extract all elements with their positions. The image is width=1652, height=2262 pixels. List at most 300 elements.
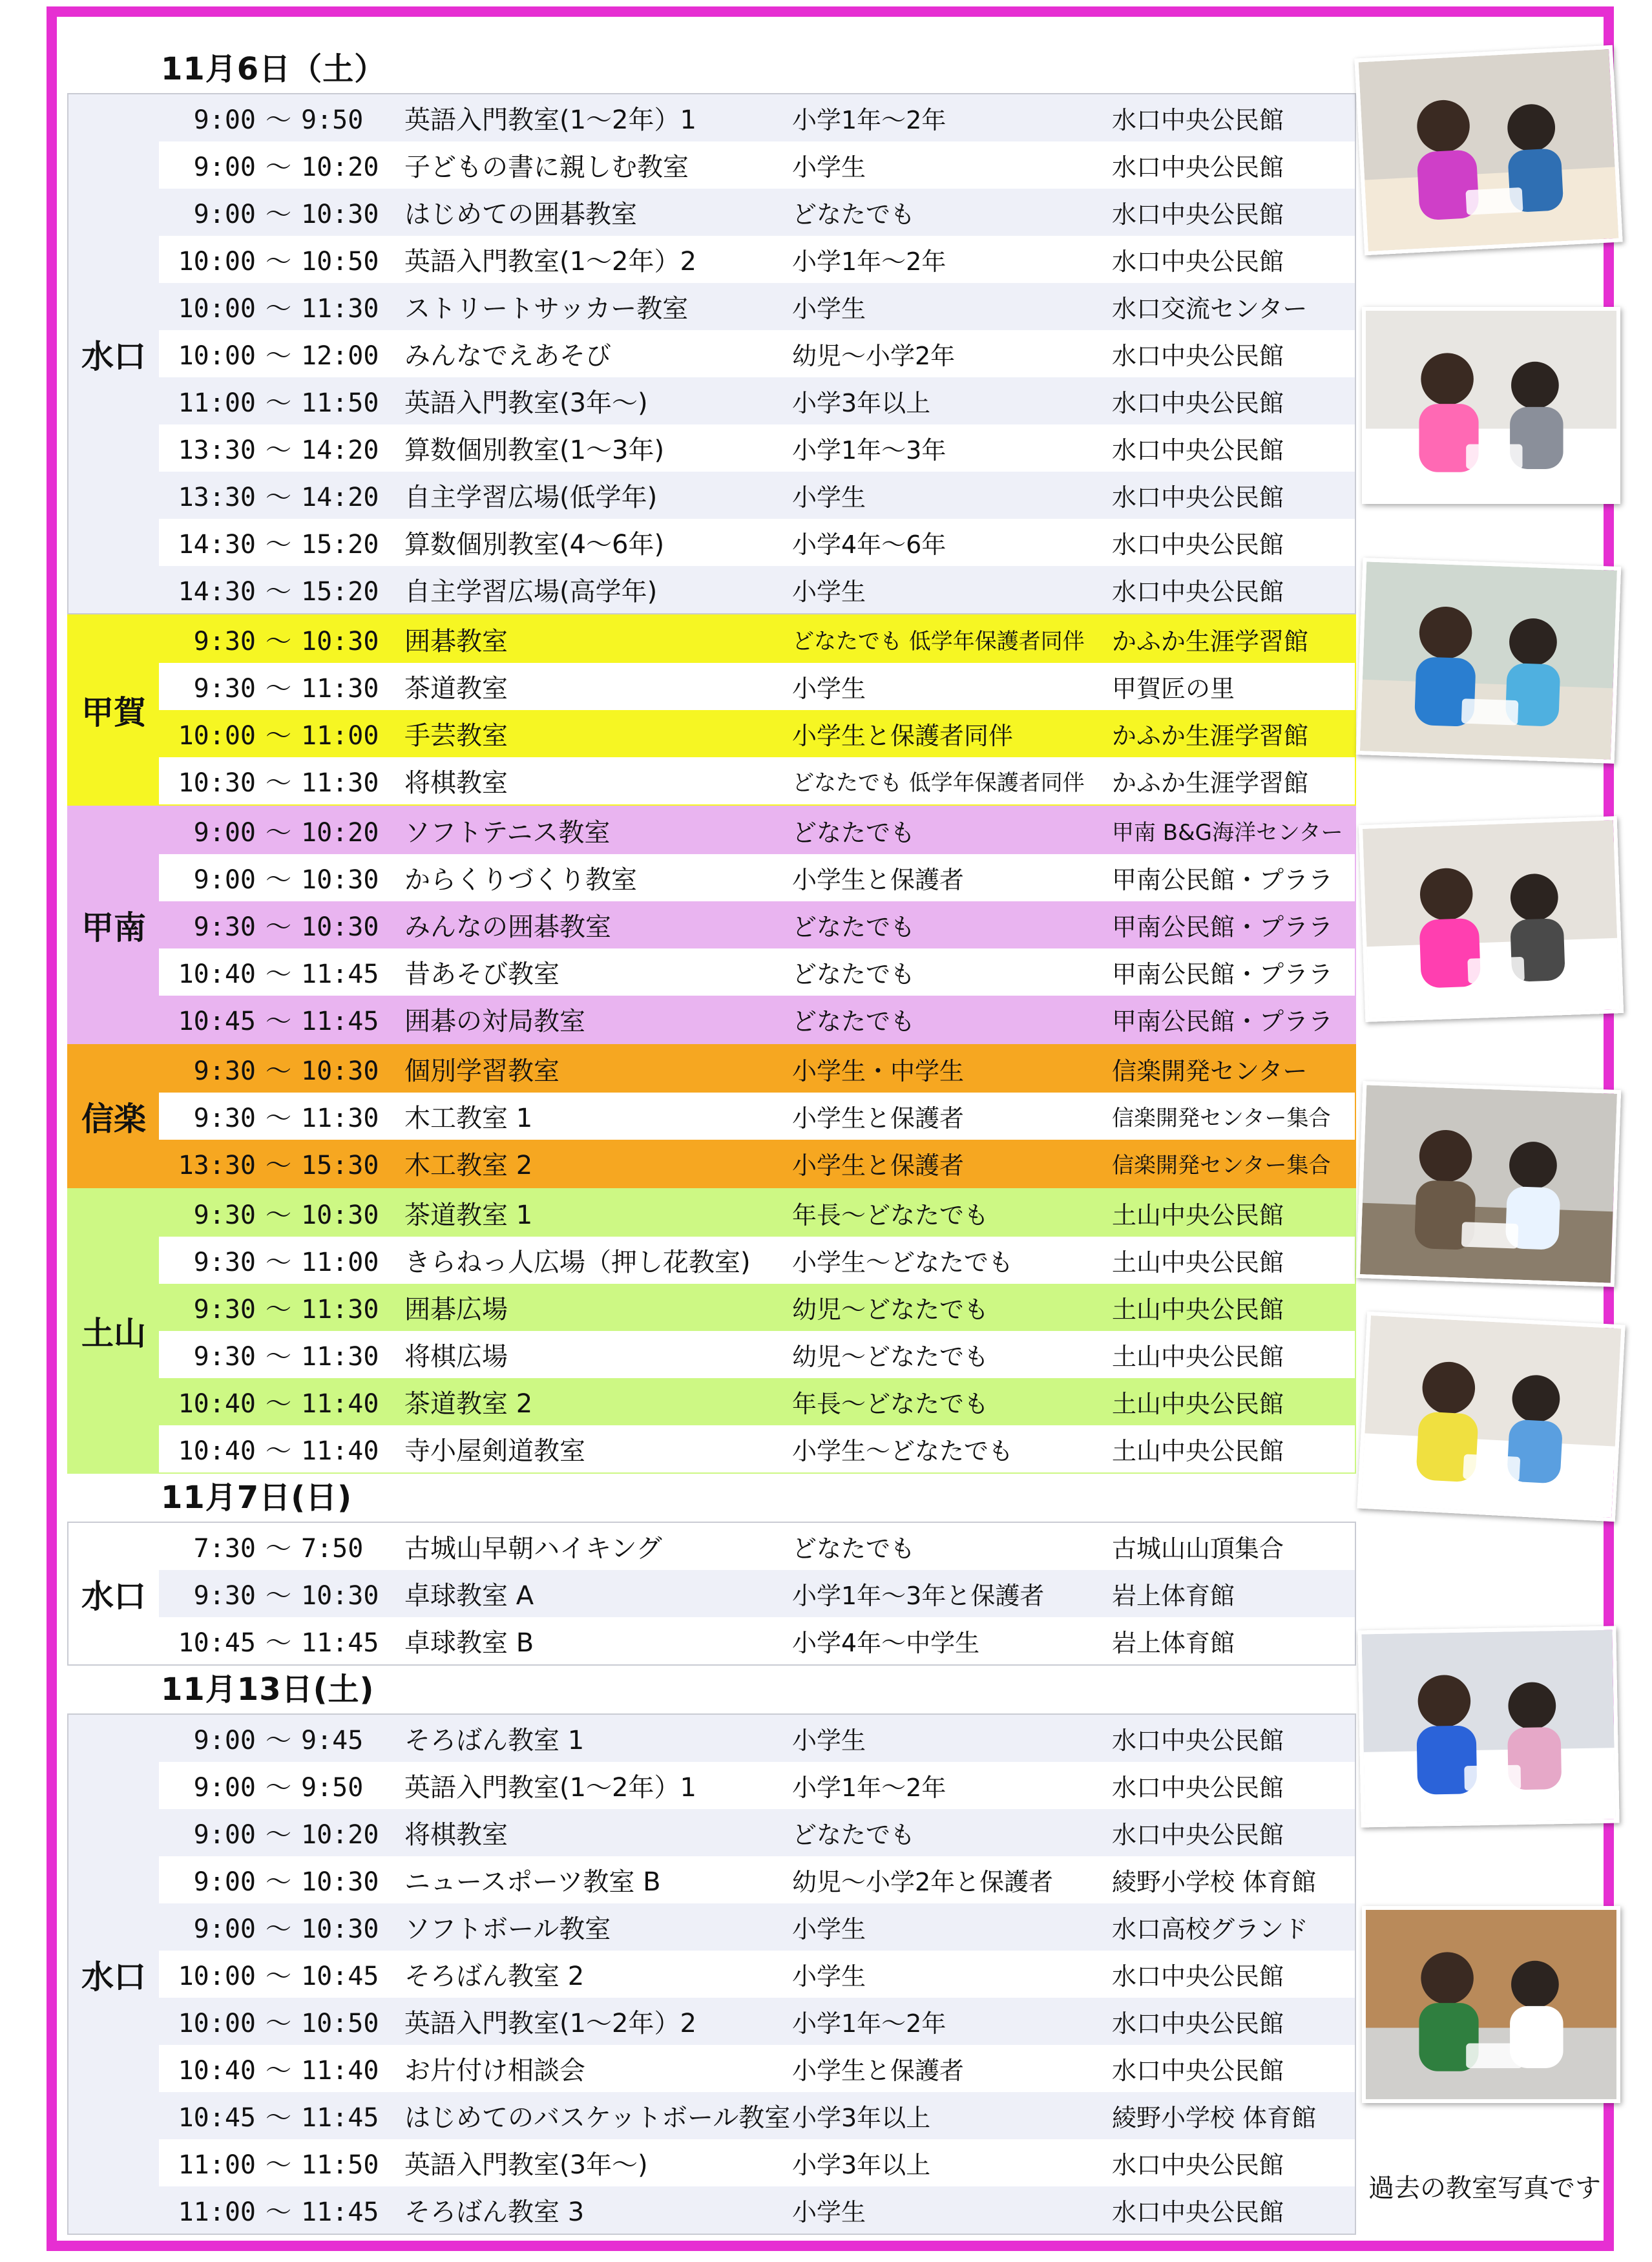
end-time: 10:50 [301,2009,379,2038]
end-time: 11:45 [301,1007,379,1036]
schedule-row [159,2139,1355,2186]
region-section [67,1713,1356,2235]
time-separator: ～ [266,1726,291,1755]
target-audience: 小学生 [792,2198,866,2226]
start-time: 10:00 [178,247,256,277]
class-title: 算数個別教室(4～6年) [404,530,665,560]
venue: 水口中央公民館 [1112,1962,1284,1991]
start-time: 14:30 [178,577,256,607]
time-range [159,2192,404,2228]
target-audience: どなたでも [792,1534,915,1563]
time-separator: ～ [266,1914,291,1944]
time-range [159,1767,404,1804]
schedule-row [159,377,1355,424]
time-separator: ～ [266,530,291,560]
schedule-row [159,710,1355,757]
schedule-row [159,757,1355,804]
venue: かふか生涯学習館 [1112,627,1309,656]
time-separator: ～ [266,627,291,656]
time-range [159,906,404,943]
schedule-row [159,1284,1355,1331]
class-title: 英語入門教室(1～2年）1 [404,1773,696,1803]
start-time: 13:30 [178,483,256,512]
time-range [159,524,404,561]
start-time: 9:00 [193,1726,256,1755]
start-time: 9:30 [193,1248,256,1277]
end-time: 9:50 [301,105,364,135]
time-range [159,1430,404,1467]
start-time: 9:30 [193,674,256,704]
time-range [159,1383,404,1420]
target-audience: 小学生 [792,295,866,323]
class-title: からくりづくり教室 [404,865,637,895]
region-label: 甲賀 [68,616,159,804]
schedule-row [159,2045,1355,2092]
start-time: 10:45 [178,1007,256,1036]
target-audience: 小学生と保護者同伴 [792,722,1014,750]
venue: 水口中央公民館 [1112,2009,1284,2038]
time-separator: ～ [266,2056,291,2086]
time-range [159,99,404,136]
venue: 土山中央公民館 [1112,1390,1284,1418]
photo-column [1357,45,1628,2203]
end-time: 14:20 [301,483,379,512]
time-range [159,715,404,752]
start-time: 13:30 [178,435,256,465]
target-audience: 小学生と保護者 [792,1151,965,1180]
target-audience: 小学生 [792,675,866,703]
region-section [67,806,1356,1044]
time-separator: ～ [266,1581,291,1611]
venue: 綾野小学校 体育館 [1112,2104,1317,2132]
target-audience: 小学生～どなたでも [792,1437,1014,1465]
target-audience: どなたでも [792,1007,915,1036]
class-title: 卓球教室 B [404,1628,534,1658]
region-section [67,93,1356,614]
target-audience: 年長～どなたでも [792,1201,989,1230]
schedule-row [159,854,1355,901]
time-separator: ～ [266,959,291,989]
time-separator: ～ [266,1248,291,1277]
venue: 水口中央公民館 [1112,483,1284,512]
region-label: 信楽 [68,1045,159,1187]
end-time: 10:20 [301,1820,379,1850]
venue: 水口中央公民館 [1112,1774,1284,1802]
end-time: 11:30 [301,768,379,798]
time-range [159,1814,404,1851]
end-time: 10:30 [301,912,379,942]
venue: 水口中央公民館 [1112,2198,1284,2226]
time-separator: ～ [266,1007,291,1036]
schedule-row [159,2092,1355,2139]
start-time: 9:00 [193,865,256,895]
time-range [159,954,404,990]
target-audience: 小学生と保護者 [792,866,965,894]
start-time: 11:00 [178,2197,256,2227]
schedule-row [159,1951,1355,1998]
end-time: 12:00 [301,341,379,371]
start-time: 9:30 [193,912,256,942]
region-section [67,614,1356,806]
class-title: はじめての囲碁教室 [404,200,637,229]
time-separator: ～ [266,1534,291,1564]
region-label: 甲南 [68,807,159,1043]
time-separator: ～ [266,1056,291,1086]
time-separator: ～ [266,1773,291,1803]
start-time: 14:30 [178,530,256,560]
end-time: 10:20 [301,152,379,182]
target-audience: 小学1年～2年 [792,1774,946,1802]
schedule-row [159,1425,1355,1472]
date-heading: 11月13日(土) [161,1671,375,1708]
start-time: 10:00 [178,721,256,751]
start-time: 10:40 [178,959,256,989]
class-title: 子どもの書に親しむ教室 [404,152,689,182]
schedule-row [159,189,1355,236]
target-audience: 小学3年以上 [792,2151,931,2179]
class-title: 卓球教室 A [404,1581,534,1611]
photo-adult-helping-child [1354,45,1622,256]
venue: 古城山山頂集合 [1112,1534,1284,1563]
schedule-row [159,1378,1355,1425]
class-title: みんなの囲碁教室 [404,912,611,942]
target-audience: 小学1年～3年と保護者 [792,1582,1045,1610]
end-time: 9:45 [301,1726,364,1755]
end-time: 10:30 [301,200,379,229]
venue: 水口高校グランド [1112,1915,1309,1943]
schedule-row [159,424,1355,472]
time-separator: ～ [266,818,291,848]
target-audience: 幼児～どなたでも [792,1295,989,1324]
start-time: 10:40 [178,1436,256,1466]
schedule-row [159,807,1355,854]
start-time: 11:00 [178,2150,256,2180]
start-time: 10:40 [178,1389,256,1419]
time-separator: ～ [266,865,291,895]
start-time: 10:00 [178,341,256,371]
time-range [159,2144,404,2181]
time-range [159,194,404,231]
target-audience: どなたでも 低学年保護者同伴 [792,629,1085,655]
time-range [159,1528,404,1565]
class-title: ソフトボール教室 [404,1914,611,1944]
time-separator: ～ [266,2197,291,2227]
start-time: 9:00 [193,1867,256,1897]
schedule-row [159,1762,1355,1809]
target-audience: 年長～どなたでも [792,1390,989,1418]
time-separator: ～ [266,1342,291,1372]
class-title: 自主学習広場(高学年) [404,577,658,607]
target-audience: どなたでも [792,200,915,229]
venue: 信楽開発センター [1112,1057,1308,1085]
target-audience: 小学生 [792,483,866,512]
schedule-row [159,141,1355,189]
photo-classroom-screen [1356,1081,1621,1287]
venue: かふか生涯学習館 [1112,769,1309,797]
target-audience: 小学4年～6年 [792,530,946,559]
class-title: ソフトテニス教室 [404,818,611,848]
target-audience: どなたでも [792,960,915,989]
end-time: 10:30 [301,627,379,656]
class-title: はじめてのバスケットボール教室 [404,2103,791,2133]
venue: 水口中央公民館 [1112,106,1284,134]
class-title: 寺小屋剣道教室 [404,1436,585,1466]
end-time: 11:50 [301,2150,379,2180]
venue: 岩上体育館 [1112,1629,1235,1657]
time-range [159,762,404,799]
region-section [67,1044,1356,1188]
region-label: 水口 [68,1715,159,2234]
venue: 水口中央公民館 [1112,247,1284,276]
target-audience: 小学1年～3年 [792,436,946,465]
start-time: 10:00 [178,1962,256,1991]
schedule-row [159,1237,1355,1284]
time-range [159,571,404,608]
class-title: 茶道教室 2 [404,1389,533,1419]
venue: 水口中央公民館 [1112,2057,1284,2085]
time-separator: ～ [266,577,291,607]
target-audience: 小学1年～2年 [792,2009,946,2038]
start-time: 10:00 [178,294,256,324]
schedule-row [159,1998,1355,2045]
venue: 甲南 B&G海洋センター [1112,820,1343,846]
end-time: 11:50 [301,388,379,418]
start-time: 7:30 [193,1534,256,1564]
class-title: 木工教室 1 [404,1104,533,1133]
target-audience: どなたでも [792,819,915,847]
class-title: そろばん教室 1 [404,1726,585,1755]
venue: 甲南公民館・プララ [1112,866,1333,894]
time-separator: ～ [266,1200,291,1230]
schedule-row [159,2186,1355,2234]
target-audience: 幼児～どなたでも [792,1343,989,1371]
time-range [159,668,404,705]
region-label: 水口 [68,94,159,613]
start-time: 9:00 [193,1820,256,1850]
time-range [159,2097,404,2134]
schedule-row [159,1189,1355,1237]
end-time: 10:45 [301,1962,379,1991]
start-time: 9:30 [193,1104,256,1133]
time-separator: ～ [266,1820,291,1850]
schedule-row [159,1523,1355,1570]
time-range [159,1720,404,1757]
time-separator: ～ [266,1104,291,1133]
end-time: 15:20 [301,530,379,560]
class-title: 古城山早朝ハイキング [404,1534,662,1564]
schedule-row [159,519,1355,566]
time-range [159,382,404,419]
end-time: 11:40 [301,2056,379,2086]
target-audience: どなたでも [792,1821,915,1849]
target-audience: どなたでも 低学年保護者同伴 [792,770,1085,796]
time-separator: ～ [266,247,291,277]
start-time: 9:00 [193,1914,256,1944]
time-range [159,241,404,278]
time-range [159,1575,404,1612]
venue: 水口中央公民館 [1112,389,1284,417]
end-time: 10:30 [301,1200,379,1230]
end-time: 11:30 [301,674,379,704]
class-title: ストリートサッカー教室 [404,294,689,324]
target-audience: 幼児～小学2年 [792,342,956,370]
schedule-row [159,663,1355,710]
time-separator: ～ [266,435,291,465]
schedule-row [159,948,1355,996]
venue: 土山中央公民館 [1112,1437,1284,1465]
time-range [159,812,404,849]
end-time: 10:30 [301,1914,379,1944]
venue: 水口中央公民館 [1112,530,1284,559]
end-time: 10:30 [301,1581,379,1611]
venue: 水口中央公民館 [1112,342,1284,370]
time-separator: ～ [266,1436,291,1466]
time-separator: ～ [266,152,291,182]
photo-child-holding-craft [1357,1626,1619,1828]
venue: かふか生涯学習館 [1112,722,1309,750]
end-time: 11:00 [301,1248,379,1277]
schedule-row [159,901,1355,948]
time-range [159,1051,404,1087]
end-time: 11:45 [301,959,379,989]
time-range [159,621,404,658]
class-title: みんなでえあそび [404,341,611,371]
time-range [159,147,404,183]
class-title: 将棋教室 [404,1820,508,1850]
start-time: 9:00 [193,200,256,229]
end-time: 11:45 [301,2103,379,2133]
class-title: 囲碁教室 [404,627,508,656]
time-separator: ～ [266,105,291,135]
class-title: きらねっ人広場（押し花教室) [404,1248,751,1277]
time-range [159,1098,404,1135]
schedule-row [159,283,1355,330]
target-audience: 幼児～小学2年と保護者 [792,1868,1054,1896]
class-title: 茶道教室 [404,674,508,704]
target-audience: どなたでも [792,913,915,941]
time-separator: ～ [266,721,291,751]
target-audience: 小学1年～2年 [792,106,946,134]
photo-boys-at-table [1362,1906,1620,2103]
time-separator: ～ [266,1151,291,1180]
class-title: 茶道教室 1 [404,1200,533,1230]
time-range [159,1909,404,1945]
venue: 水口中央公民館 [1112,578,1284,606]
venue: 信楽開発センター集合 [1112,1153,1331,1178]
start-time: 9:30 [193,1200,256,1230]
time-separator: ～ [266,2009,291,2038]
start-time: 10:45 [178,2103,256,2133]
schedule-row [159,1617,1355,1664]
venue: 水口中央公民館 [1112,153,1284,182]
start-time: 9:30 [193,1342,256,1372]
time-range [159,1956,404,1993]
target-audience: 小学生と保護者 [792,1104,965,1133]
time-separator: ～ [266,200,291,229]
class-title: ニュースポーツ教室 B [404,1867,661,1897]
schedule-row [159,1045,1355,1093]
photo-children-group-work [1359,816,1624,1022]
time-separator: ～ [266,1962,291,1991]
schedule-row [159,236,1355,283]
schedule-row [159,1856,1355,1903]
class-title: 英語入門教室(1～2年）2 [404,2009,696,2038]
venue: 綾野小学校 体育館 [1112,1868,1317,1896]
class-title: 将棋広場 [404,1342,508,1372]
end-time: 10:50 [301,247,379,277]
venue: 水口中央公民館 [1112,1726,1284,1755]
venue: 水口中央公民館 [1112,436,1284,465]
date-heading: 11月6日（土） [161,51,386,87]
venue: 甲南公民館・プララ [1112,960,1333,989]
start-time: 10:45 [178,1628,256,1658]
schedule-row [159,1809,1355,1856]
time-range [159,1242,404,1279]
venue: 甲南公民館・プララ [1112,1007,1333,1036]
schedule-row [159,94,1355,141]
time-separator: ～ [266,294,291,324]
region-label: 水口 [68,1523,159,1664]
time-range [159,1001,404,1038]
venue: 水口中央公民館 [1112,1821,1284,1849]
target-audience: 小学3年以上 [792,2104,931,2132]
target-audience: 小学生 [792,578,866,606]
class-title: 英語入門教室(1～2年）1 [404,105,696,135]
venue: 水口中央公民館 [1112,2151,1284,2179]
time-range [159,1145,404,1182]
start-time: 10:40 [178,2056,256,2086]
start-time: 9:00 [193,818,256,848]
class-title: そろばん教室 2 [404,1962,585,1991]
class-title: 英語入門教室(3年～) [404,2150,648,2180]
photo-children-at-table [1356,558,1621,764]
end-time: 11:30 [301,1104,379,1133]
class-title: 将棋教室 [404,768,508,798]
class-title: 手芸教室 [404,721,508,751]
schedule-row [159,996,1355,1043]
time-range [159,1336,404,1373]
target-audience: 小学1年～2年 [792,247,946,276]
class-title: 木工教室 2 [404,1151,533,1180]
schedule-row [159,1903,1355,1951]
start-time: 9:30 [193,1295,256,1325]
end-time: 11:40 [301,1436,379,1466]
class-title: お片付け相談会 [404,2056,585,2086]
time-separator: ～ [266,1867,291,1897]
time-range [159,1289,404,1326]
time-range [159,1195,404,1231]
class-title: 囲碁広場 [404,1295,508,1325]
venue: 水口中央公民館 [1112,200,1284,229]
end-time: 14:20 [301,435,379,465]
time-range [159,288,404,325]
photo-child-drawing-pikachu [1357,1312,1625,1522]
target-audience: 小学生・中学生 [792,1057,965,1085]
start-time: 9:00 [193,1773,256,1803]
time-separator: ～ [266,1389,291,1419]
start-time: 10:00 [178,2009,256,2038]
time-separator: ～ [266,1295,291,1325]
start-time: 11:00 [178,388,256,418]
end-time: 11:45 [301,2197,379,2227]
target-audience: 小学生～どなたでも [792,1248,1014,1277]
end-time: 10:30 [301,865,379,895]
time-separator: ～ [266,674,291,704]
end-time: 10:20 [301,818,379,848]
region-label: 土山 [68,1189,159,1472]
venue: 土山中央公民館 [1112,1295,1284,1324]
time-separator: ～ [266,2103,291,2133]
